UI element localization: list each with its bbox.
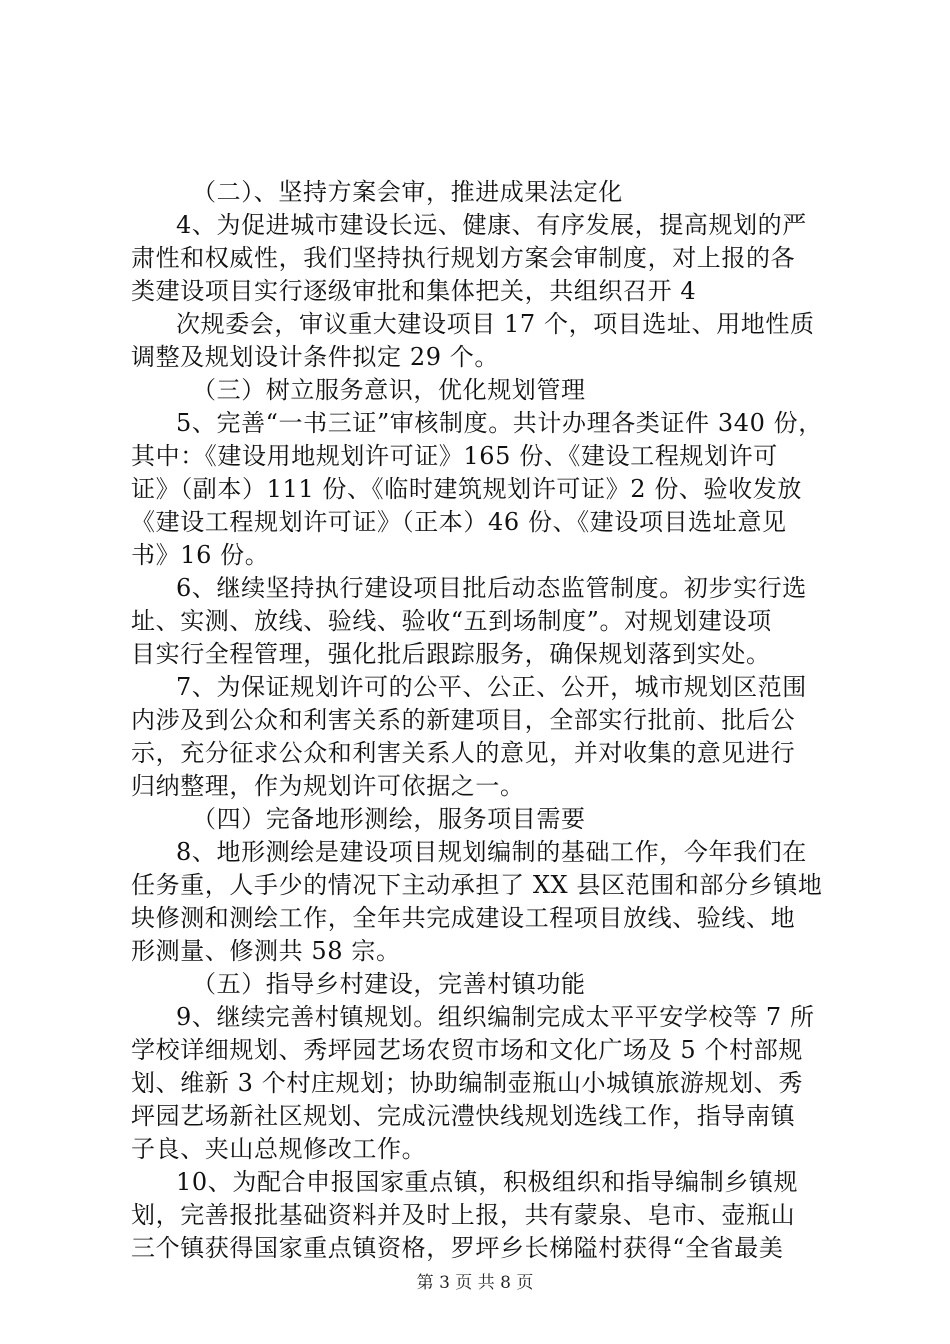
paragraph-line: 4、为促进城市建设长远、健康、有序发展，提高规划的严 — [176, 211, 807, 239]
paragraph-line: 任务重，人手少的情况下主动承担了 XX 县区范围和部分乡镇地 — [131, 871, 823, 899]
paragraph-line: 肃性和权威性，我们坚持执行规划方案会审制度，对上报的各 — [131, 244, 796, 272]
paragraph-line: 三个镇获得国家重点镇资格，罗坪乡长梯隘村获得“全省最美 — [131, 1234, 784, 1262]
paragraph-line: 目实行全程管理，强化批后跟踪服务，确保规划落到实处。 — [131, 640, 771, 668]
page-number-footer: 第 3 页 共 8 页 — [416, 1273, 534, 1293]
paragraph-line: 其中：《建设用地规划许可证》165 份、《建设工程规划许可 — [131, 442, 778, 470]
section-heading: （四）完备地形测绘，服务项目需要 — [192, 805, 586, 833]
paragraph-line: 学校详细规划、秀坪园艺场农贸市场和文化广场及 5 个村部规 — [131, 1036, 803, 1064]
paragraph-line: 8、地形测绘是建设项目规划编制的基础工作，今年我们在 — [176, 838, 807, 866]
paragraph-line: 证》（副本）111 份、《临时建筑规划许可证》2 份、验收发放 — [131, 475, 802, 503]
section-heading: （二）、坚持方案会审，推进成果法定化 — [192, 178, 623, 206]
paragraph-line: 6、继续坚持执行建设项目批后动态监管制度。初步实行选 — [176, 574, 807, 602]
paragraph-line: 子良、夹山总规修改工作。 — [131, 1135, 427, 1163]
paragraph-line: 坪园艺场新社区规划、完成沅澧快线规划选线工作，指导南镇 — [131, 1102, 796, 1130]
paragraph-line: 书》16 份。 — [131, 541, 270, 569]
paragraph-line: 归纳整理，作为规划许可依据之一。 — [131, 772, 525, 800]
paragraph-line: 类建设项目实行逐级审批和集体把关，共组织召开 4 — [131, 277, 697, 305]
paragraph-line: 形测量、修测共 58 宗。 — [131, 937, 401, 965]
section-heading: （五）指导乡村建设，完善村镇功能 — [192, 970, 586, 998]
paragraph-line: 10、为配合申报国家重点镇，积极组织和指导编制乡镇规 — [176, 1168, 799, 1196]
paragraph-line: 5、完善“一书三证”审核制度。共计办理各类证件 340 份， — [176, 409, 823, 437]
paragraph-line: 内涉及到公众和利害关系的新建项目，全部实行批前、批后公 — [131, 706, 796, 734]
section-heading: （三）树立服务意识，优化规划管理 — [192, 376, 586, 404]
paragraph-line: 9、继续完善村镇规划。组织编制完成太平平安学校等 7 所 — [176, 1003, 815, 1031]
paragraph-line: 次规委会，审议重大建设项目 17 个，项目选址、用地性质 — [176, 310, 815, 338]
paragraph-line: 《建设工程规划许可证》（正本）46 份、《建设项目选址意见 — [131, 508, 787, 536]
paragraph-line: 调整及规划设计条件拟定 29 个。 — [131, 343, 499, 371]
paragraph-line: 划、维新 3 个村庄规划；协助编制壶瓶山小城镇旅游规划、秀 — [131, 1069, 803, 1097]
paragraph-line: 划，完善报批基础资料并及时上报，共有蒙泉、皂市、壶瓶山 — [131, 1201, 796, 1229]
paragraph-line: 7、为保证规划许可的公平、公正、公开，城市规划区范围 — [176, 673, 807, 701]
paragraph-line: 示，充分征求公众和利害关系人的意见，并对收集的意见进行 — [131, 739, 796, 767]
paragraph-line: 块修测和测绘工作，全年共完成建设工程项目放线、验线、地 — [131, 904, 796, 932]
paragraph-line: 址、实测、放线、验线、验收“五到场制度”。对规划建设项 — [131, 607, 772, 635]
